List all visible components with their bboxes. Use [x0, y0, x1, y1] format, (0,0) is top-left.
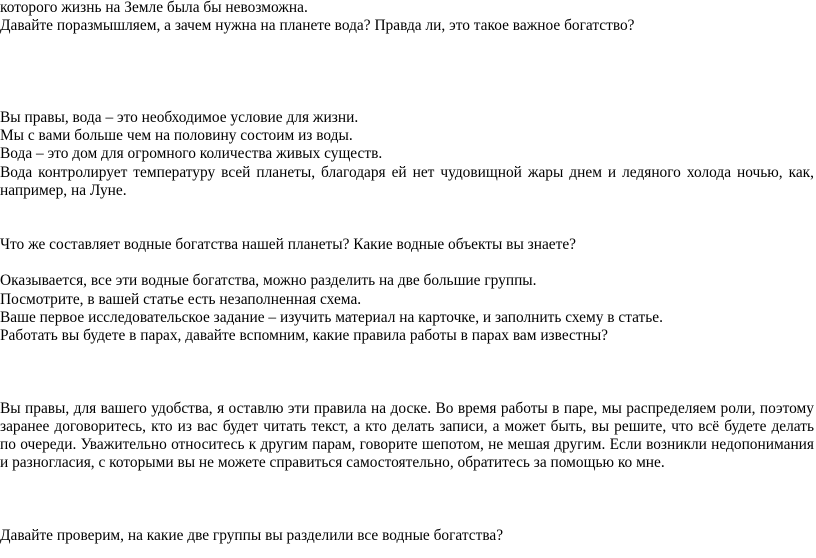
text-line: которого жизнь на Земле была бы невозможна.	[0, 0, 308, 16]
text-line: Вода – это дом для огромного количества живых существ.	[0, 145, 383, 162]
text-line: заранее договоритесь, кто из вас будет читать текст, а кто делать записи, а может быть, вы решите, что всё будете делать	[0, 418, 814, 435]
text-line: например, на Луне.	[0, 182, 127, 199]
text-line: Посмотрите, в вашей статье есть незаполненная схема.	[0, 291, 362, 308]
text-line: Вода контролирует температуру всей планеты, благодаря ей нет чудовищной жары днем и ледяного холода ночью, как,	[0, 164, 814, 181]
text-line: Оказывается, все эти водные богатства, можно разделить на две большие группы.	[0, 272, 537, 289]
text-line: Давайте поразмышляем, а зачем нужна на планете вода? Правда ли, это такое важное богатство?	[0, 17, 635, 34]
text-line: Ваше первое исследовательское задание – изучить материал на карточке, и заполнить схему в статье.	[0, 309, 663, 326]
text-line: Вы правы, вода – это необходимое условие для жизни.	[0, 109, 359, 126]
text-line: Давайте проверим, на какие две группы вы разделили все водные богатства?	[0, 527, 504, 544]
text-line: и разногласия, с которыми вы не можете справиться самостоятельно, обратитесь за помощью ко мне.	[0, 454, 665, 471]
text-line: Что же составляет водные богатства нашей планеты? Какие водные объекты вы знаете?	[0, 236, 576, 253]
text-line: Мы с вами больше чем на половину состоим из воды.	[0, 127, 353, 144]
text-line: по очереди. Уважительно относитесь к другим парам, говорите шепотом, не мешая другим. Если возникли недопонимания	[0, 436, 814, 453]
text-line: Работать вы будете в парах, давайте вспомним, какие правила работы в парах вам известны?	[0, 327, 608, 344]
text-line: Вы правы, для вашего удобства, я оставлю эти правила на доске. Во время работы в паре, мы распределяем роли, поэтому	[0, 400, 814, 417]
